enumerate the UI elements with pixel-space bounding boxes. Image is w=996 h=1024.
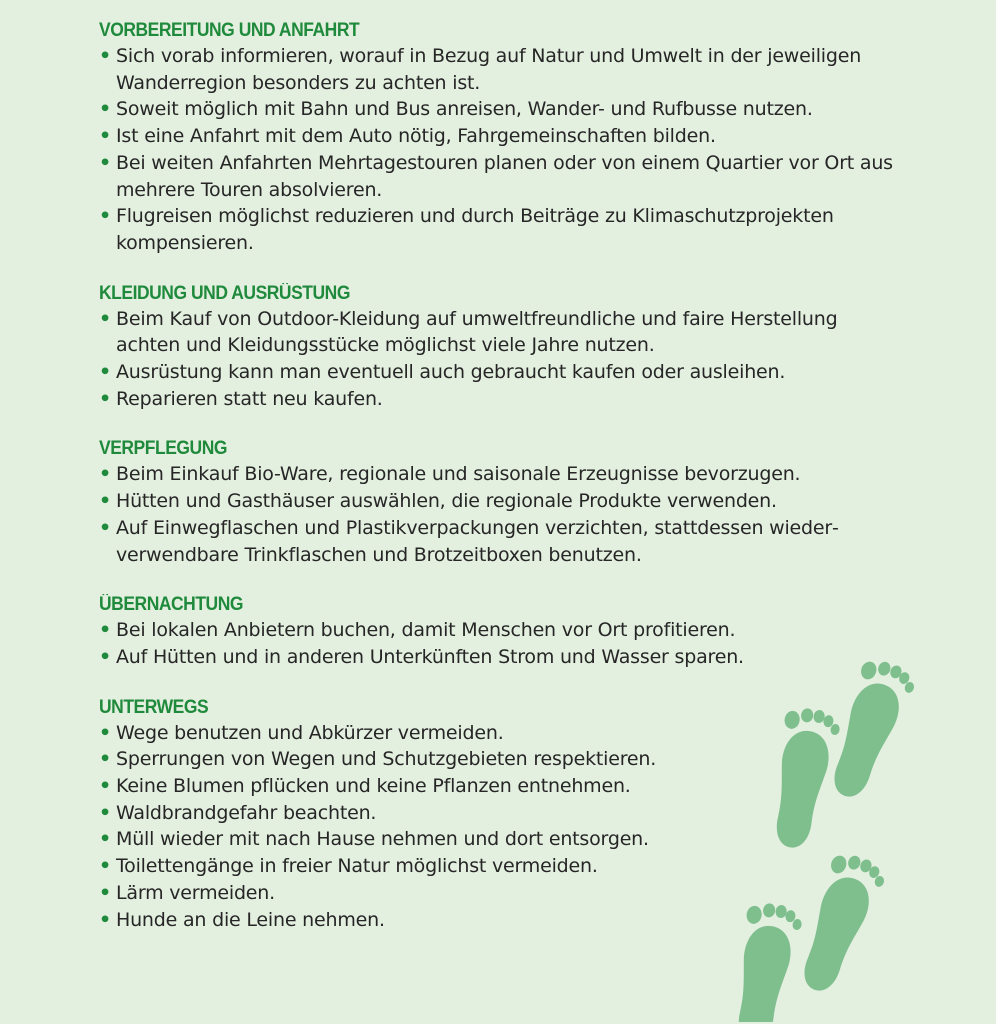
bullet-icon: •: [99, 881, 111, 904]
list-item: [99, 617, 899, 644]
footprint: [789, 848, 890, 999]
item-text: Waldbrandgefahr beachten.: [116, 801, 377, 824]
item-text: Bei lokalen Anbietern buchen, damit Menschen vor Ort profitieren.: [116, 619, 736, 642]
item-list: [99, 306, 899, 413]
item-text: Beim Einkauf Bio-Ware, regionale und saisonale Erzeugnisse bevorzugen.: [116, 463, 801, 486]
list-item: [99, 461, 899, 488]
item-text: Lärm vermeiden.: [116, 881, 275, 904]
list-item: [99, 96, 899, 123]
item-text: Auf Einwegflaschen und Plastikverpackungen verzichten, stattdessen wiederverwendbare Trinkflaschen und Brotzeitboxen benutzen.: [116, 516, 839, 566]
bullet-icon: •: [99, 387, 111, 410]
item-text: Flugreisen möglichst reduzieren und durch Beiträge zu Klimaschutzprojekten kompensieren.: [116, 205, 834, 254]
item-text: Hütten und Gasthäuser auswählen, die regionale Produkte verwenden.: [116, 490, 777, 513]
section-heading: KLEIDUNG UND AUSRÜSTUNG: [99, 282, 350, 304]
item-text: Keine Blumen pflücken und keine Pflanzen entnehmen.: [116, 775, 631, 798]
item-text: Sperrungen von Wegen und Schutzgebieten respektieren.: [116, 748, 657, 771]
item-text: Reparieren statt neu kaufen.: [116, 387, 383, 410]
bullet-icon: •: [99, 98, 111, 121]
section-heading: VORBEREITUNG UND ANFAHRT: [99, 20, 360, 41]
item-text: Auf Hütten und in anderen Unterkünften Strom und Wasser sparen.: [116, 645, 744, 668]
bullet-icon: •: [99, 490, 111, 513]
item-text: Beim Kauf von Outdoor-Kleidung auf umweltfreundliche und faire Herstellung achten und Kleidungsstücke möglichst viele Jahre nutzen.: [116, 307, 838, 357]
bullet-icon: •: [99, 855, 111, 878]
item-text: Hunde an die Leine nehmen.: [116, 908, 385, 931]
bullet-icon: •: [99, 125, 111, 148]
list-item: [99, 43, 899, 96]
item-text: Wege benutzen und Abkürzer vermeiden.: [116, 721, 504, 744]
section-heading: UNTERWEGS: [99, 696, 209, 718]
bullet-icon: •: [99, 619, 111, 642]
item-list: [99, 43, 899, 257]
bullet-icon: •: [99, 151, 111, 174]
bullet-icon: •: [99, 516, 111, 539]
list-item: [99, 203, 899, 256]
section-kleidung-und-ausruestung: [99, 281, 899, 413]
section-vorbereitung-und-anfahrt: [99, 18, 899, 257]
bullet-icon: •: [99, 908, 111, 931]
item-text: Soweit möglich mit Bahn und Bus anreisen, Wander- und Rufbusse nutzen.: [116, 98, 813, 121]
list-item: [99, 386, 899, 413]
section-heading: ÜBERNACHTUNG: [99, 594, 244, 616]
item-text: Ist eine Anfahrt mit dem Auto nötig, Fahrgemeinschaften bilden.: [116, 125, 716, 148]
footprint: [730, 899, 804, 1022]
item-text: Sich vorab informieren, worauf in Bezug auf Natur und Umwelt in der jeweiligen Wanderregion besonders zu achten ist.: [116, 45, 862, 94]
list-item: [99, 150, 899, 203]
item-list: [99, 461, 899, 568]
bullet-icon: •: [99, 828, 111, 851]
item-text: Ausrüstung kann man eventuell auch gebraucht kaufen oder ausleihen.: [116, 361, 786, 384]
footprints-icon: [730, 650, 930, 1022]
list-item: [99, 515, 899, 568]
list-item: [99, 359, 899, 386]
list-item: [99, 306, 899, 359]
item-text: Müll wieder mit nach Hause nehmen und dort entsorgen.: [116, 828, 649, 851]
bullet-icon: •: [99, 645, 111, 668]
bullet-icon: •: [99, 775, 111, 798]
footprint-shapes: [730, 654, 919, 1022]
item-text: Toilettengänge in freier Natur möglichst vermeiden.: [116, 855, 598, 878]
bullet-icon: •: [99, 748, 111, 771]
bullet-icon: •: [99, 721, 111, 744]
bullet-icon: •: [99, 307, 111, 330]
section-heading: VERPFLEGUNG: [99, 438, 227, 460]
bullet-icon: •: [99, 45, 111, 67]
bullet-icon: •: [99, 205, 111, 228]
bullet-icon: •: [99, 801, 111, 824]
bullet-icon: •: [99, 361, 111, 384]
list-item: [99, 488, 899, 515]
footprint: [763, 704, 843, 852]
list-item: [99, 123, 899, 150]
bullet-icon: •: [99, 463, 111, 486]
section-verpflegung: [99, 436, 899, 568]
item-text: Bei weiten Anfahrten Mehrtagestouren planen oder von einem Quartier vor Ort aus mehrere Touren absolvieren.: [116, 151, 893, 201]
